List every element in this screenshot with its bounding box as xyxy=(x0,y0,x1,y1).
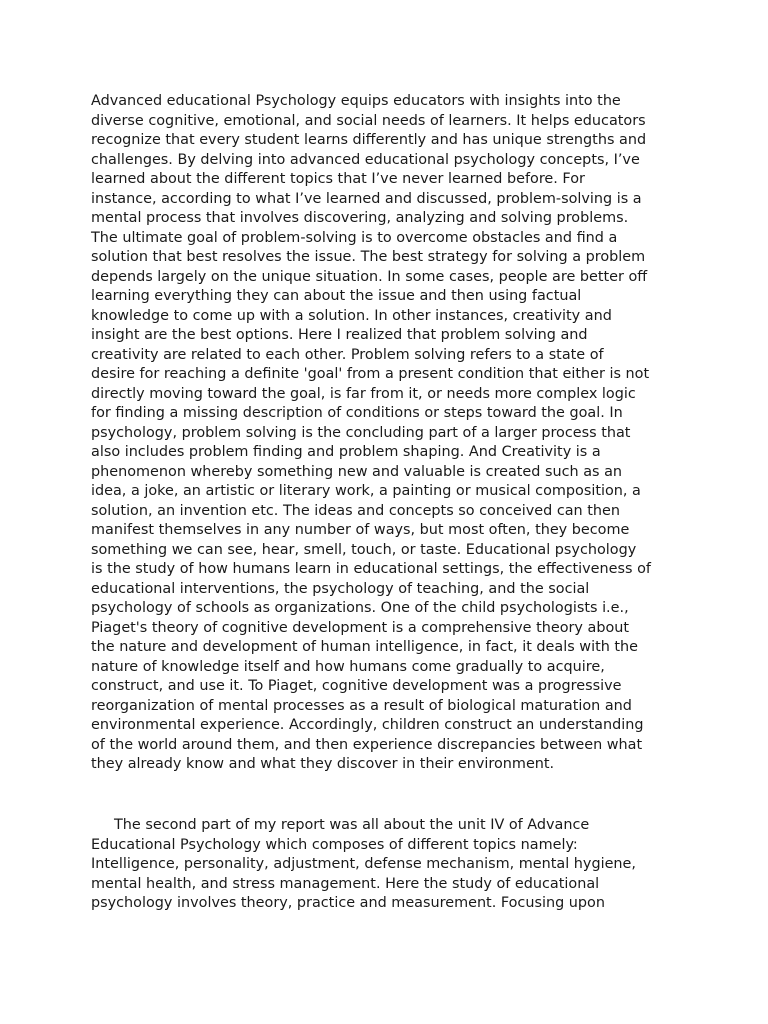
paragraph-line: nature of knowledge itself and how humans come gradually to acquire, xyxy=(91,658,605,675)
paragraph-line: creativity are related to each other. Problem solving refers to a state of xyxy=(91,346,604,363)
paragraph-line: challenges. By delving into advanced educational psychology concepts, I’ve xyxy=(91,151,640,168)
paragraph-line: Educational Psychology which composes of different topics namely: xyxy=(91,836,578,853)
paragraph-line: environmental experience. Accordingly, children construct an understanding xyxy=(91,717,644,733)
paragraph-line: mental process that involves discovering, analyzing and solving problems. xyxy=(91,210,629,226)
paragraph-line: knowledge to come up with a solution. In other instances, creativity and xyxy=(91,307,612,324)
paragraph-line: also includes problem finding and problem shaping. And Creativity is a xyxy=(91,444,601,460)
paragraph-line: diverse cognitive, emotional, and social needs of learners. It helps educators xyxy=(91,112,646,129)
paragraph-line: The ultimate goal of problem-solving is to overcome obstacles and find a xyxy=(91,229,618,246)
paragraph-line: the nature and development of human intelligence, in fact, it deals with the xyxy=(91,639,639,655)
paragraph-line: learned about the different topics that I’ve never learned before. For xyxy=(91,171,585,187)
paragraph-line: instance, according to what I’ve learned and discussed, problem-solving is a xyxy=(91,190,642,207)
paragraph-line: Piaget's theory of cognitive development is a comprehensive theory about xyxy=(91,619,630,636)
paragraph-line: psychology involves theory, practice and measurement. Focusing upon xyxy=(91,895,605,911)
paragraph-line: phenomenon whereby something new and valuable is created such as an xyxy=(91,463,623,480)
paragraph-line: Advanced educational Psychology equips educators with insights into the xyxy=(91,93,621,109)
paragraph-line: solution that best resolves the issue. The best strategy for solving a problem xyxy=(91,249,646,265)
paragraph-line: of the world around them, and then experience discrepancies between what xyxy=(91,736,643,753)
paragraph-line: reorganization of mental processes as a result of biological maturation and xyxy=(91,697,632,714)
paragraph-line: for finding a missing description of conditions or steps toward the goal. In xyxy=(91,405,623,421)
paragraph-line: construct, and use it. To Piaget, cognitive development was a progressive xyxy=(91,678,622,694)
paragraph-line: is the study of how humans learn in educational settings, the effectiveness of xyxy=(91,561,651,577)
paragraph-line: educational interventions, the psychology of teaching, and the social xyxy=(91,580,590,597)
paragraph-line: something we can see, hear, smell, touch, or taste. Educational psychology xyxy=(91,541,637,558)
paragraph-line: The second part of my report was all about the unit IV of Advance xyxy=(114,817,590,833)
paragraph-line: mental health, and stress management. Here the study of educational xyxy=(91,875,600,892)
paragraph-line: insight are the best options. Here I realized that problem solving and xyxy=(91,327,588,343)
paragraph-2 xyxy=(91,816,691,914)
paragraph-line: idea, a joke, an artistic or literary work, a painting or musical composition, a xyxy=(91,483,641,499)
paragraph-line: they already know and what they discover in their environment. xyxy=(91,756,555,772)
paragraph-line: solution, an invention etc. The ideas and concepts so conceived can then xyxy=(91,502,620,519)
paragraph-line: recognize that every student learns differently and has unique strengths and xyxy=(91,132,647,148)
paragraph-line: depends largely on the unique situation. In some cases, people are better off xyxy=(91,268,648,285)
paragraph-line: manifest themselves in any number of ways, but most often, they become xyxy=(91,522,630,538)
paragraph-1 xyxy=(91,92,691,775)
paragraph-line: desire for reaching a definite 'goal' from a present condition that either is not xyxy=(91,366,650,382)
paragraph-line: Intelligence, personality, adjustment, defense mechanism, mental hygiene, xyxy=(91,856,636,872)
paragraph-line: directly moving toward the goal, is far from it, or needs more complex logic xyxy=(91,385,636,402)
paragraph-line: learning everything they can about the issue and then using factual xyxy=(91,288,582,304)
paragraph-line: psychology, problem solving is the concluding part of a larger process that xyxy=(91,424,631,441)
paragraph-line: psychology of schools as organizations. One of the child psychologists i.e., xyxy=(91,600,629,616)
